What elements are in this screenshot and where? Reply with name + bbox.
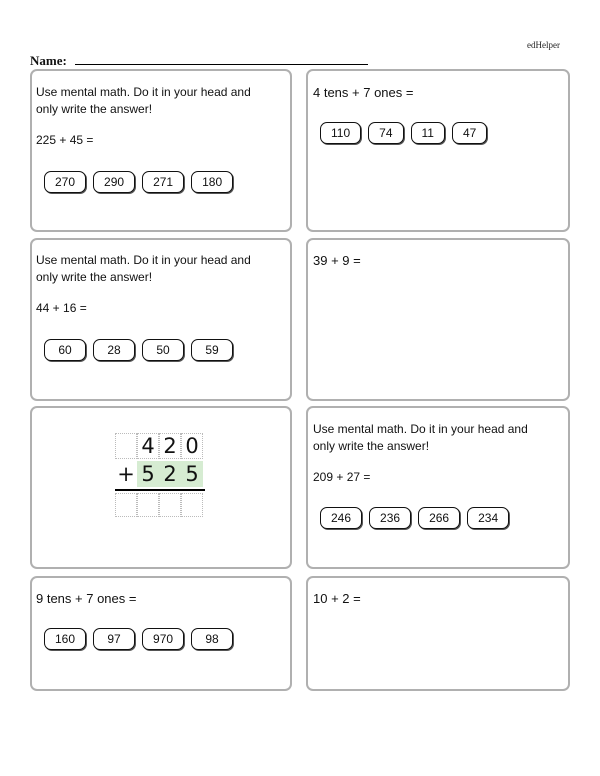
choice-button[interactable]: 50	[142, 339, 184, 361]
sum-line	[115, 489, 205, 491]
brand-label: edHelper	[527, 40, 560, 50]
name-label: Name:	[30, 53, 67, 68]
answer-choices-3	[44, 339, 233, 361]
choice-button[interactable]: 28	[93, 339, 135, 361]
choice-button[interactable]: 970	[142, 628, 184, 650]
name-line[interactable]	[75, 64, 368, 65]
choice-button[interactable]: 97	[93, 628, 135, 650]
instructions-6: Use mental math. Do it in your head and only write the answer!	[313, 422, 528, 453]
choice-button[interactable]: 59	[191, 339, 233, 361]
choice-button[interactable]: 160	[44, 628, 86, 650]
answer-cell[interactable]	[159, 493, 181, 517]
answer-choices-6	[320, 507, 509, 529]
plus-sign: +	[117, 462, 135, 486]
digit-cell: 2	[159, 433, 181, 459]
answer-choices-7	[44, 628, 233, 650]
digit-cell: 4	[137, 433, 159, 459]
digit-cell: 0	[181, 433, 203, 459]
instructions-3: Use mental math. Do it in your head and only write the answer!	[36, 253, 251, 284]
digit-cell: 2	[159, 461, 181, 487]
choice-button[interactable]: 266	[418, 507, 460, 529]
question-2: 4 tens + 7 ones =	[313, 85, 414, 100]
choice-button[interactable]: 236	[369, 507, 411, 529]
answer-choices-2	[320, 122, 487, 144]
question-4: 39 + 9 =	[313, 253, 361, 268]
answer-cell[interactable]	[181, 493, 203, 517]
choice-button[interactable]: 11	[411, 122, 445, 144]
choice-button[interactable]: 290	[93, 171, 135, 193]
question-6: 209 + 27 =	[313, 470, 371, 484]
blank-cell	[115, 433, 137, 459]
choice-button[interactable]: 60	[44, 339, 86, 361]
question-3: 44 + 16 =	[36, 301, 87, 315]
instructions-1: Use mental math. Do it in your head and only write the answer!	[36, 85, 251, 116]
question-7: 9 tens + 7 ones =	[36, 591, 137, 606]
answer-choices-1	[44, 171, 233, 193]
problem-card-5	[30, 406, 292, 569]
choice-button[interactable]: 98	[191, 628, 233, 650]
answer-cell[interactable]	[115, 493, 137, 517]
choice-button[interactable]: 180	[191, 171, 233, 193]
choice-button[interactable]: 246	[320, 507, 362, 529]
question-8: 10 + 2 =	[313, 591, 361, 606]
choice-button[interactable]: 234	[467, 507, 509, 529]
choice-button[interactable]: 74	[368, 122, 403, 144]
choice-button[interactable]: 47	[452, 122, 487, 144]
question-1: 225 + 45 =	[36, 133, 94, 147]
choice-button[interactable]: 271	[142, 171, 184, 193]
digit-cell: 5	[137, 461, 159, 487]
choice-button[interactable]: 270	[44, 171, 86, 193]
choice-button[interactable]: 110	[320, 122, 361, 144]
digit-cell: 5	[181, 461, 203, 487]
answer-cell[interactable]	[137, 493, 159, 517]
